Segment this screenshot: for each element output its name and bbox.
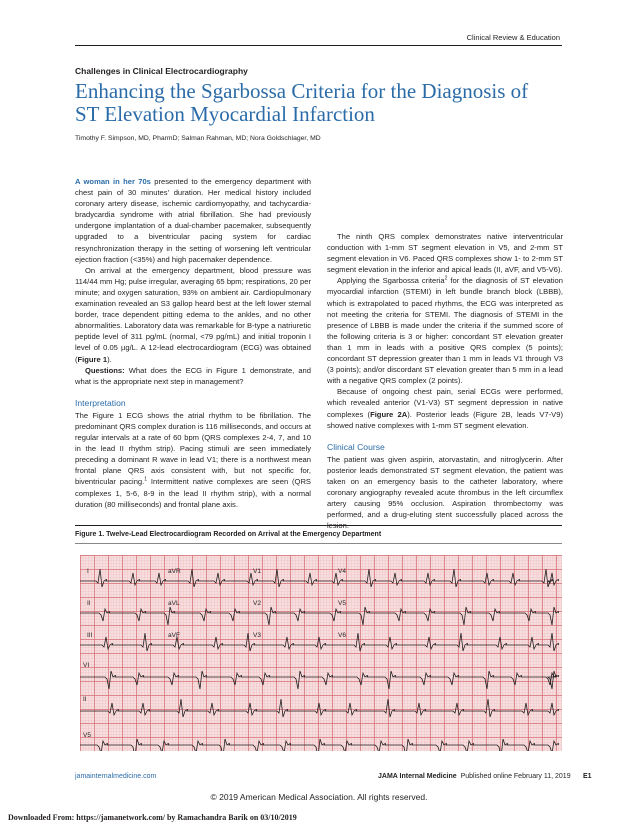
lead-label-iii-8: III bbox=[87, 632, 93, 639]
lead-label-v6-11: V6 bbox=[338, 632, 346, 639]
lead-label-avl-5: aVL bbox=[168, 600, 180, 607]
figure-caption-rule bbox=[75, 543, 562, 544]
download-note: Downloaded From: https://jamanetwork.com/ by Ramachandra Barik on 03/10/2019 bbox=[8, 813, 297, 822]
paragraph-ninth-qrs: The ninth QRS complex demonstrates native interventricular conduction with 1-mm ST segment elevation in V5, and 2-mm ST segment elevation in V6. Paced QRS complexes show 1- to 2-mm ST segment elevation in the inferior and apical leads (II, aVF, and V5-V6). bbox=[327, 232, 563, 275]
interpretation-heading: Interpretation bbox=[75, 397, 126, 408]
footer-publication: JAMA Internal Medicine Published online February 11, 2019 bbox=[378, 773, 571, 780]
lead-label-ii-4: II bbox=[87, 600, 91, 607]
left-column bbox=[75, 176, 311, 510]
lead-label-ii-13: II bbox=[83, 696, 87, 703]
citation-2[interactable]: 2 bbox=[444, 275, 448, 282]
lead-label-v4-3: V4 bbox=[338, 568, 346, 575]
lead-label-i-0: I bbox=[87, 568, 89, 575]
lead-label-vi-12: VI bbox=[83, 662, 90, 669]
header-divider bbox=[75, 45, 562, 46]
lead-label-v5-14: V5 bbox=[83, 732, 91, 739]
article-title: Enhancing the Sgarbossa Criteria for the Diagnosis of ST Elevation Myocardial Infarction bbox=[75, 79, 529, 126]
right-column bbox=[327, 231, 563, 531]
ecg-figure bbox=[80, 555, 562, 751]
copyright-notice: © 2019 American Medical Association. All rights reserved. bbox=[210, 792, 428, 802]
page-number: E1 bbox=[583, 773, 592, 780]
ecg-trace-row-6 bbox=[80, 739, 559, 751]
lead-label-v2-6: V2 bbox=[253, 600, 261, 607]
footer-site-link[interactable]: jamainternalmedicine.com bbox=[75, 773, 157, 780]
ecg-trace-row-2 bbox=[80, 607, 559, 625]
ecg-trace-row-3 bbox=[80, 633, 559, 651]
figure-top-rule bbox=[75, 525, 562, 526]
ecg-trace-row-4 bbox=[80, 671, 559, 689]
ecg-trace-row-1 bbox=[80, 569, 559, 587]
paragraph-serial-ecgs: Because of ongoing chest pain, serial ECGs were performed, which revealed anterior (V1-V3) ST segment depression in native complexes (Figure 2A). Posterior leads (Figure 2B, leads V7-V9) showed native complexes with 1-mm ST segment elevation. bbox=[327, 387, 563, 430]
lead-label-v3-10: V3 bbox=[253, 632, 261, 639]
figure-caption: Figure 1. Twelve-Lead Electrocardiogram Recorded on Arrival at the Emergency Department bbox=[75, 531, 382, 538]
series-title: Challenges in Clinical Electrocardiography bbox=[75, 66, 248, 76]
ecg-traces bbox=[80, 555, 562, 751]
lead-in-text: A woman in her 70s bbox=[75, 177, 151, 186]
lead-label-v1-2: V1 bbox=[253, 568, 261, 575]
paragraph-sgarbossa: Applying the Sgarbossa criteria$^2$ for the diagnosis of ST elevation myocardial infarction (STEMI) in left bundle branch block (LBBB), which is extrapolated to paced rhythms, the ECG was interpreted as not meeting the criteria for STEMI. The diagnosis of STEMI in the presence of LBBB is made under the criteria if the summed score of the following criteria is 3 or higher: concordant ST elevation greater than 1 mm in leads with a positive QRS complex (5 points); concordant ST depression greater than 1 mm in leads V1 through V3 (3 points); and/or discordant ST elevation greater than 5 mm in a lead with a negative QRS complex (2 points). bbox=[327, 275, 563, 386]
paragraph-interpretation: The Figure 1 ECG shows the atrial rhythm to be fibrillation. The predominant QRS complex duration is 116 milliseconds, and occurs at regular intervals at a rate of 60 bpm (QRS complexes 2-4, 7, and 10 in the lead II rhythm strip). Pacing stimuli are seen immediately preceding a dominant R wave in lead V1; there is a northwest mean frontal plane QRS axis consistent with, but not specific for, biventricular pacing.$^1$ Intermittent native complexes are seen (QRS complexes 1, 5-6, 8-9 in the lead II rhythm strip), with a normal duration (80 milliseconds) and frontal plane axis. bbox=[75, 410, 311, 509]
author-list: Timothy F. Simpson, MD, PharmD; Salman Rahman, MD; Nora Goldschlager, MD bbox=[75, 135, 321, 142]
section-label: Clinical Review & Education bbox=[466, 33, 560, 42]
figure-2a-reference[interactable]: Figure 2A bbox=[370, 409, 408, 419]
paragraph-questions: Questions: What does the ECG in Figure 1 demonstrate, and what is the appropriate next step in management? bbox=[75, 365, 311, 386]
figure-1-reference[interactable]: Figure 1 bbox=[77, 354, 108, 364]
citation-1[interactable]: 1 bbox=[144, 476, 148, 483]
lead-label-avf-9: aVF bbox=[168, 632, 180, 639]
clinical-course-heading: Clinical Course bbox=[327, 441, 385, 452]
ecg-trace-row-5 bbox=[80, 699, 559, 717]
lead-label-v5-7: V5 bbox=[338, 600, 346, 607]
paragraph-arrival: On arrival at the emergency department, blood pressure was 114/44 mm Hg; pulse irregular, averaging 65 bpm; respirations, 20 per minute; and oxygen saturation, 93% on ambient air. Cardiopulmonary examination revealed an S3 gallop heard best at the left lower sternal border, trace dependent pitting edema to the ankles, and no other abnormalities. Laboratory data was remarkable for B-type a natriuretic peptide level of 311 pg/mL (normal, <79 pg/mL) and initial troponin I level of 0.05 µg/L. A 12-lead electrocardiogram (ECG) was obtained (Figure 1). bbox=[75, 265, 311, 364]
lead-label-avr-1: aVR bbox=[168, 568, 181, 575]
paragraph-clinical-course: The patient was given aspirin, atorvastatin, and nitroglycerin. After posterior leads demonstrated ST segment elevation, the patient was taken on an emergency basis to the catheter laboratory, where coronary angiography revealed acute thrombus in the left circumflex artery causing 95% occlusion. Aspiration thrombectomy was performed, and a drug-eluting stent successfully placed across the lesion. bbox=[327, 454, 563, 531]
paragraph-presentation: A woman in her 70s presented to the emergency department with chest pain of 30 minutes' duration. Her medical history included coronary artery disease, ischemic cardiomyopathy, and tachycardia-bradycardia syndrome with atrial fibrillation. She had previously undergone implantation of a dual-chamber pacemaker, subsequently upgraded to a biventricular pacing system for cardiac resynchronization therapy in the setting of worsening left ventricular ejection fraction (<35%) and high pacemaker dependence. bbox=[75, 177, 311, 264]
